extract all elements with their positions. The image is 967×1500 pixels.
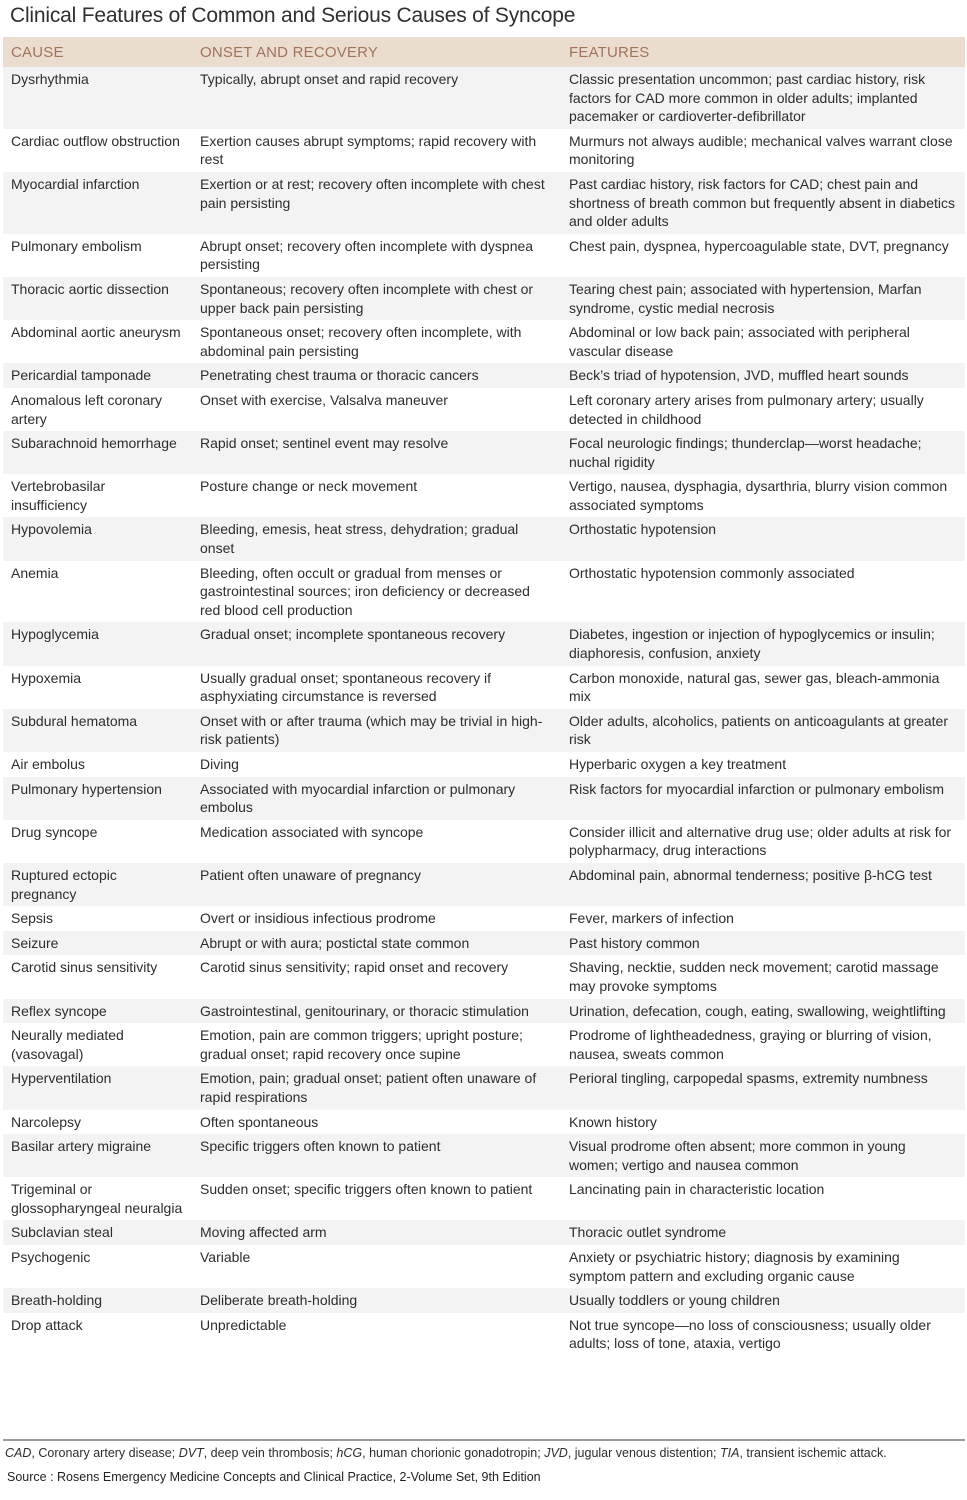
- cell-cause: Hyperventilation: [11, 1070, 112, 1087]
- table-row: [3, 363, 965, 388]
- cell-features: Known history: [569, 1113, 657, 1130]
- cell-cause: Psychogenic: [11, 1249, 91, 1266]
- cell-features: Focal neurologic findings; thunderclap—worst headache; nuchal rigidity: [569, 435, 922, 470]
- cell-features: Abdominal pain, abnormal tenderness; positive β-hCG test: [569, 866, 932, 883]
- cell-onset: Gastrointestinal, genitourinary, or thoracic stimulation: [200, 1002, 529, 1019]
- cell-onset: Emotion, pain; gradual onset; patient often unaware of rapid respirations: [200, 1070, 537, 1105]
- cell-features: Diabetes, ingestion or injection of hypoglycemics or insulin; diaphoresis, confusion, anxiety: [569, 626, 935, 662]
- table-row: [3, 931, 965, 956]
- cell-features: Classic presentation uncommon; past cardiac history, risk factors for CAD more common in older adults; implanted pacemaker or cardioverter-defibrillator: [569, 71, 926, 125]
- cell-cause: Anomalous left coronary artery: [11, 391, 162, 427]
- cell-features: Shaving, necktie, sudden neck movement; carotid massage may provoke symptoms: [569, 959, 939, 994]
- cell-features: Fever, markers of infection: [569, 910, 734, 927]
- cell-onset: Carotid sinus sensitivity; rapid onset and recovery: [200, 959, 509, 976]
- table-row: [3, 999, 965, 1024]
- cell-onset: Spontaneous; recovery often incomplete with chest or upper back pain persisting: [200, 280, 534, 316]
- cell-features: Thoracic outlet syndrome: [569, 1224, 727, 1241]
- cell-onset: Onset with exercise, Valsalva maneuver: [200, 391, 448, 408]
- table-row: [3, 474, 965, 517]
- cell-cause: Seizure: [11, 934, 59, 951]
- cell-onset: Unpredictable: [200, 1316, 287, 1333]
- cell-onset: Gradual onset; incomplete spontaneous recovery: [200, 626, 506, 643]
- cell-cause: Carotid sinus sensitivity: [11, 959, 158, 976]
- cell-onset: Usually gradual onset; spontaneous recovery if asphyxiating circumstance is reversed: [200, 669, 492, 705]
- cell-features: Prodrome of lightheadedness, graying or blurring of vision, nausea, sweats common: [569, 1027, 932, 1062]
- cell-cause: Pericardial tamponade: [11, 367, 152, 384]
- cell-features: Visual prodrome often absent; more common in young women; vertigo and nausea common: [569, 1138, 906, 1173]
- abbreviation-term: CAD: [5, 1446, 32, 1460]
- cell-features: Perioral tingling, carpopedal spasms, extremity numbness: [569, 1070, 928, 1087]
- cell-features: Orthostatic hypotension: [569, 521, 717, 538]
- cell-onset: Exertion or at rest; recovery often incomplete with chest pain persisting: [200, 175, 545, 211]
- cell-onset: Exertion causes abrupt symptoms; rapid recovery with rest: [200, 132, 537, 168]
- cell-cause: Neurally mediated (vasovagal): [11, 1027, 124, 1062]
- table-row: [3, 561, 965, 623]
- cell-features: Past cardiac history, risk factors for CAD; chest pain and shortness of breath common but frequently absent in diabetics and older adults: [569, 175, 955, 230]
- table-row: [3, 752, 965, 777]
- table-row: [3, 906, 965, 931]
- table-row: [3, 1288, 965, 1313]
- table-row: [3, 172, 965, 234]
- abbreviation-term: JVD: [544, 1446, 568, 1460]
- header-onset: ONSET AND RECOVERY: [200, 43, 379, 61]
- abbreviation-definition: , transient ischemic attack.: [739, 1446, 887, 1460]
- table-row: [3, 1066, 965, 1109]
- cell-cause: Cardiac outflow obstruction: [11, 132, 180, 149]
- cell-cause: Subclavian steal: [11, 1224, 113, 1241]
- cell-cause: Subarachnoid hemorrhage: [11, 435, 177, 452]
- cell-onset: Bleeding, emesis, heat stress, dehydration; gradual onset: [200, 521, 519, 557]
- table-body: [3, 67, 965, 1356]
- table-title: Clinical Features of Common and Serious Causes of Syncope: [10, 4, 576, 27]
- table-row: [3, 1177, 965, 1220]
- cell-onset: Rapid onset; sentinel event may resolve: [200, 435, 449, 452]
- cell-features: Abdominal or low back pain; associated with peripheral vascular disease: [569, 324, 910, 359]
- cell-cause: Vertebrobasilar insufficiency: [11, 478, 106, 513]
- cell-cause: Narcolepsy: [11, 1113, 82, 1130]
- cell-cause: Pulmonary hypertension: [11, 780, 162, 797]
- cell-cause: Thoracic aortic dissection: [11, 280, 169, 297]
- table-row: [3, 863, 965, 906]
- cell-onset: Sudden onset; specific triggers often known to patient: [200, 1181, 533, 1198]
- table-row: [3, 277, 965, 320]
- cell-features: Risk factors for myocardial infarction or pulmonary embolism: [569, 780, 945, 797]
- cell-features: Carbon monoxide, natural gas, sewer gas, bleach-ammonia mix: [569, 669, 940, 705]
- cell-cause: Ruptured ectopic pregnancy: [11, 866, 117, 902]
- cell-onset: Onset with or after trauma (which may be trivial in high-risk patients): [200, 712, 543, 748]
- table-row: [3, 955, 965, 998]
- header-row: [3, 37, 965, 67]
- cell-onset: Penetrating chest trauma or thoracic cancers: [200, 367, 479, 384]
- cell-onset: Patient often unaware of pregnancy: [200, 866, 422, 883]
- cell-features: Orthostatic hypotension commonly associated: [569, 564, 855, 581]
- table-row: [3, 666, 965, 709]
- table-row: [3, 777, 965, 820]
- table-row: [3, 431, 965, 474]
- abbreviation-definition: , Coronary artery disease;: [31, 1446, 179, 1460]
- cell-features: Beck’s triad of hypotension, JVD, muffled heart sounds: [569, 367, 909, 384]
- cell-features: Murmurs not always audible; mechanical valves warrant close monitoring: [569, 132, 953, 168]
- cell-onset: Bleeding, often occult or gradual from menses or gastrointestinal sources; iron deficiency or decreased red blood cell production: [200, 564, 530, 618]
- abbreviation-term: DVT: [178, 1446, 204, 1460]
- table-row: [3, 820, 965, 863]
- cell-onset: Diving: [200, 756, 239, 772]
- cell-cause: Breath-holding: [11, 1292, 103, 1309]
- table-row: [3, 129, 965, 172]
- table-row: [3, 709, 965, 752]
- table-row: [3, 388, 965, 431]
- cell-features: Tearing chest pain; associated with hypertension, Marfan syndrome, cystic medial necrosis: [569, 280, 922, 316]
- table-bottom-rule: [3, 1439, 965, 1441]
- cell-features: Vertigo, nausea, dysphagia, dysarthria, blurry vision common associated symptoms: [569, 478, 948, 513]
- abbreviation-definition: , jugular venous distention;: [567, 1446, 720, 1460]
- cell-onset: Abrupt or with aura; postictal state common: [200, 934, 470, 951]
- cell-onset: Medication associated with syncope: [200, 823, 424, 840]
- cell-features: Past history common: [569, 934, 700, 951]
- cell-cause: Drop attack: [11, 1316, 83, 1333]
- cell-onset: Associated with myocardial infarction or pulmonary embolus: [200, 780, 516, 816]
- cell-cause: Anemia: [11, 564, 59, 581]
- cell-onset: Often spontaneous: [200, 1113, 319, 1130]
- cell-features: Older adults, alcoholics, patients on anticoagulants at greater risk: [569, 712, 949, 748]
- cell-features: Hyperbaric oxygen a key treatment: [569, 756, 787, 772]
- cell-cause: Hypovolemia: [11, 521, 92, 538]
- header-features: FEATURES: [569, 43, 650, 61]
- cell-onset: Posture change or neck movement: [200, 478, 418, 495]
- cell-cause: Dysrhythmia: [11, 71, 89, 87]
- cell-features: Left coronary artery arises from pulmonary artery; usually detected in childhood: [569, 391, 924, 427]
- table-row: [3, 1023, 965, 1066]
- cell-features: Chest pain, dyspnea, hypercoagulable state, DVT, pregnancy: [569, 237, 949, 254]
- abbreviation-definition: , deep vein thrombosis;: [203, 1446, 337, 1460]
- cell-onset: Spontaneous onset; recovery often incomplete, with abdominal pain persisting: [200, 324, 522, 359]
- cell-cause: Basilar artery migraine: [11, 1138, 152, 1155]
- table-row: [3, 1134, 965, 1177]
- cell-cause: Hypoglycemia: [11, 626, 99, 643]
- cell-features: Urination, defecation, cough, eating, swallowing, weightlifting: [569, 1002, 946, 1019]
- cell-features: Consider illicit and alternative drug use; older adults at risk for polypharmacy, drug interactions: [569, 823, 952, 859]
- table-row: [3, 1245, 965, 1288]
- cell-cause: Air embolus: [11, 756, 85, 772]
- cell-features: Not true syncope—no loss of consciousness; usually older adults; loss of tone, ataxia, vertigo: [569, 1316, 931, 1352]
- cell-cause: Subdural hematoma: [11, 712, 138, 729]
- cell-cause: Hypoxemia: [11, 669, 82, 686]
- cell-cause: Sepsis: [11, 910, 54, 927]
- table-row: [3, 67, 965, 129]
- cell-cause: Pulmonary embolism: [11, 237, 142, 254]
- table-row: [3, 320, 965, 363]
- cell-onset: Deliberate breath-holding: [200, 1292, 358, 1309]
- source-citation: Source : Rosens Emergency Medicine Concepts and Clinical Practice, 2-Volume Set, 9th Edition: [7, 1470, 541, 1484]
- cell-onset: Overt or insidious infectious prodrome: [200, 910, 436, 927]
- table-row: [3, 1220, 965, 1245]
- abbreviation-term: TIA: [720, 1446, 740, 1460]
- table-row: [3, 517, 965, 560]
- abbreviation-term: hCG: [336, 1446, 363, 1460]
- cell-onset: Variable: [200, 1249, 251, 1266]
- cell-cause: Drug syncope: [11, 823, 98, 840]
- header-cause: CAUSE: [11, 43, 64, 61]
- abbreviation-footnote: [5, 1446, 887, 1460]
- cell-features: Anxiety or psychiatric history; diagnosis by examining symptom pattern and excluding organic cause: [569, 1249, 900, 1284]
- abbreviation-definition: , human chorionic gonadotropin;: [362, 1446, 545, 1460]
- cell-cause: Abdominal aortic aneurysm: [11, 324, 181, 341]
- cell-features: Lancinating pain in characteristic location: [569, 1181, 825, 1198]
- table-row: [3, 622, 965, 665]
- table-row: [3, 1313, 965, 1356]
- cell-onset: Specific triggers often known to patient: [200, 1138, 441, 1155]
- cell-onset: Typically, abrupt onset and rapid recovery: [200, 71, 459, 87]
- cell-features: Usually toddlers or young children: [569, 1292, 780, 1309]
- cell-cause: Myocardial infarction: [11, 175, 140, 192]
- cell-onset: Abrupt onset; recovery often incomplete with dyspnea persisting: [200, 237, 534, 273]
- cell-cause: Trigeminal or glossopharyngeal neuralgia: [11, 1181, 183, 1216]
- cell-onset: Moving affected arm: [200, 1224, 327, 1241]
- table-row: [3, 1110, 965, 1135]
- cell-cause: Reflex syncope: [11, 1002, 107, 1019]
- cell-onset: Emotion, pain are common triggers; upright posture; gradual onset; rapid recovery once supine: [200, 1027, 523, 1062]
- syncope-table: [3, 37, 965, 1356]
- table-row: [3, 234, 965, 277]
